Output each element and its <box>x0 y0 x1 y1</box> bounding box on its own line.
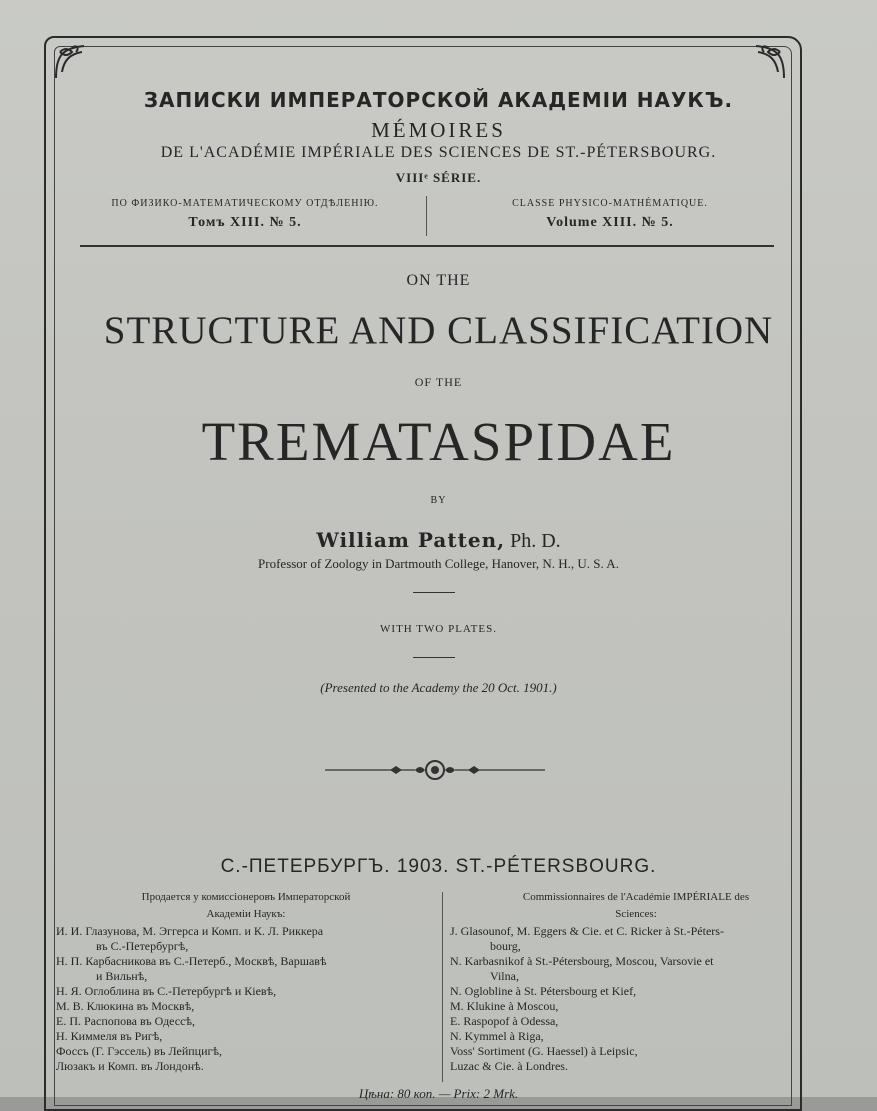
russian-sellers-head-1: Продается у комиссіонеровъ Императорской <box>141 891 351 903</box>
french-seller-line: N. Karbasnikof à St.-Pétersbourg, Moscou, Varsovie et <box>450 954 714 968</box>
by-label: BY <box>430 495 447 506</box>
russian-seller-line: и Вильнѣ, <box>96 969 148 983</box>
russian-seller-line: М. В. Клюкина въ Москвѣ, <box>56 999 195 1013</box>
corner-ornament-right-icon <box>748 42 788 82</box>
french-sellers <box>450 890 822 1074</box>
russian-volume: Томъ XIII. № 5. <box>188 215 302 230</box>
sellers-divider <box>442 892 443 1082</box>
short-rule-1 <box>413 592 455 593</box>
french-seller-line: bourg, <box>490 939 521 953</box>
russian-department: ПО ФИЗИКО-МАТЕМАТИЧЕСКОМУ ОТДѢЛЕНІЮ. <box>111 198 379 209</box>
french-volume: Volume XIII. № 5. <box>546 215 674 230</box>
author-affiliation: Professor of Zoology in Dartmouth College, Hanover, N. H., U. S. A. <box>258 556 619 571</box>
presented-note: (Presented to the Academy the 20 Oct. 1901.) <box>320 680 557 695</box>
french-volume-block <box>445 198 775 231</box>
academie-subtitle: DE L'ACADÉMIE IMPÉRIALE DES SCIENCES DE ST.-PÉTERSBOURG. <box>160 144 717 161</box>
price-line: Цѣна: 80 коп. — Prix: 2 Mrk. <box>358 1086 519 1101</box>
series-label: VIIIᵉ SÉRIE. <box>395 170 482 185</box>
russian-seller-line: Е. П. Распопова въ Одессѣ, <box>56 1014 195 1028</box>
russian-sellers <box>56 890 436 1074</box>
french-seller-line: Vilna, <box>490 969 519 983</box>
russian-seller-line: Фоссъ (Г. Гэссель) въ Лейпцигѣ, <box>56 1044 222 1058</box>
french-sellers-head-1: Commissionnaires de l'Académie IMPÉRIALE des <box>522 891 750 903</box>
russian-volume-block <box>80 198 410 231</box>
french-department: CLASSE PHYSICO-MATHÉMATIQUE. <box>512 198 708 209</box>
french-seller-line: N. Kymmel à Riga, <box>450 1029 544 1043</box>
french-seller-line: M. Klukine à Moscou, <box>450 999 559 1013</box>
russian-seller-line: въ С.-Петербургѣ, <box>96 939 189 953</box>
russian-series-title: ЗАПИСКИ ИМПЕРАТОРСКОЙ АКАДЕМІИ НАУКЪ. <box>143 88 734 112</box>
corner-ornament-left-icon <box>52 42 92 82</box>
title-of-the: OF THE <box>414 375 463 389</box>
french-seller-line: E. Raspopof à Odessa, <box>450 1014 559 1028</box>
french-seller-line: J. Glasounof, M. Eggers & Cie. et C. Ricker à St.-Péters- <box>450 924 724 938</box>
title-tremataspidae: TREMATASPIDAE <box>201 411 676 472</box>
french-sellers-head-2: Sciences: <box>615 908 657 920</box>
french-seller-line: N. Oglobline à St. Pétersbourg et Kief, <box>450 984 637 998</box>
russian-seller-line: Н. Я. Оглоблина въ С.-Петербургѣ и Кіевѣ, <box>56 984 277 998</box>
author-degree: Ph. D. <box>510 530 561 552</box>
author-line <box>0 528 877 553</box>
french-seller-line: Voss' Sortiment (G. Haessel) à Leipsic, <box>450 1044 638 1058</box>
memoires-title: MÉMOIRES <box>371 118 506 142</box>
russian-seller-line: Н. П. Карбасникова въ С.-Петерб., Москвѣ, Варшавѣ <box>56 954 327 968</box>
author-name: William Patten, <box>316 528 506 552</box>
russian-sellers-head-2: Академіи Наукъ: <box>206 908 286 920</box>
russian-seller-line: Люзакъ и Комп. въ Лондонѣ. <box>56 1059 204 1073</box>
header-rule <box>80 245 774 247</box>
title-on-the: ON THE <box>406 272 471 289</box>
plates-note: WITH TWO PLATES. <box>380 623 497 635</box>
short-rule-2 <box>413 657 455 658</box>
header-divider <box>426 196 427 236</box>
russian-seller-line: Н. Киммеля въ Ригѣ, <box>56 1029 163 1043</box>
title-structure: STRUCTURE AND CLASSIFICATION <box>103 309 774 352</box>
russian-seller-line: И. И. Глазунова, М. Эггерса и Комп. и К. Л. Риккера <box>56 924 324 938</box>
imprint-city-year: С.-ПЕТЕРБУРГЪ. 1903. ST.-PÉTERSBOURG. <box>220 856 657 877</box>
french-seller-line: Luzac & Cie. à Londres. <box>450 1059 568 1073</box>
fleuron-ornament-icon <box>320 758 550 782</box>
